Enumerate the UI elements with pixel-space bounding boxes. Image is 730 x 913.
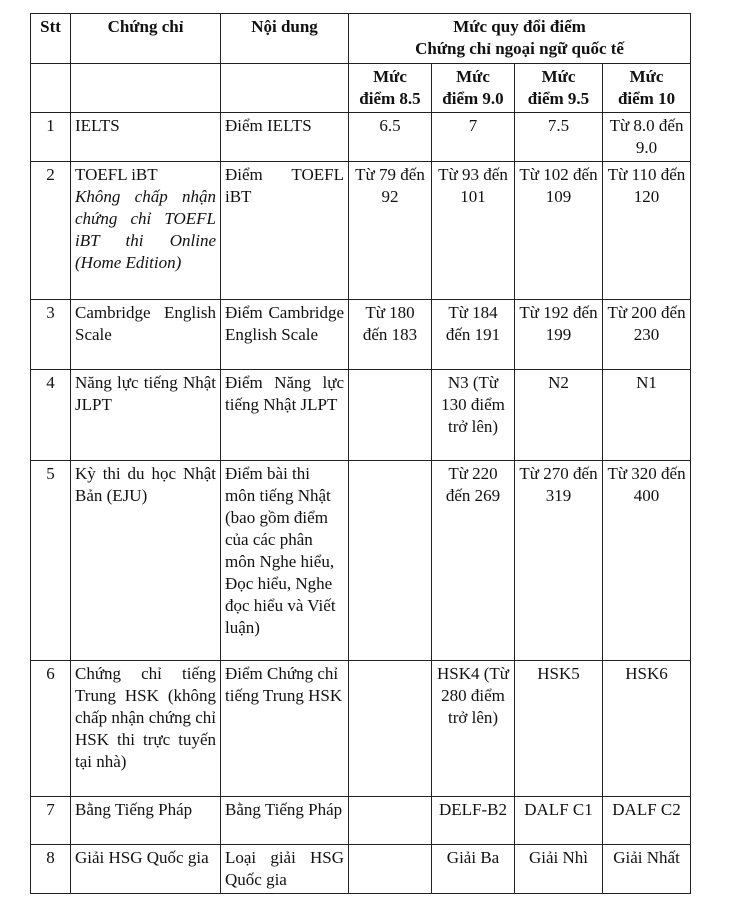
header-row-2 bbox=[31, 64, 691, 113]
row-m90: Từ 184 đến 191 bbox=[432, 300, 515, 370]
row-m10: Từ 8.0 đến 9.0 bbox=[603, 113, 691, 162]
row-m85 bbox=[349, 461, 432, 661]
row-cert: Năng lực tiếng Nhật JLPT bbox=[71, 370, 221, 461]
row-m90: HSK4 (Từ 280 điểm trở lên) bbox=[432, 661, 515, 797]
row-cert: Giải HSG Quốc gia bbox=[71, 845, 221, 894]
table-row bbox=[31, 370, 691, 461]
row-m95: Từ 192 đến 199 bbox=[515, 300, 603, 370]
row-m10: Giải Nhất bbox=[603, 845, 691, 894]
row-stt: 8 bbox=[31, 845, 71, 894]
row-m90: DELF-B2 bbox=[432, 797, 515, 845]
row-content: Điểm Chứng chỉ tiếng Trung HSK bbox=[221, 661, 349, 797]
row-content: Điểm TOEFL iBT bbox=[221, 162, 349, 300]
row-m85: Từ 79 đến 92 bbox=[349, 162, 432, 300]
header-empty-cell bbox=[71, 64, 221, 113]
row-m85 bbox=[349, 370, 432, 461]
row-stt: 5 bbox=[31, 461, 71, 661]
row-m85: Từ 180 đến 183 bbox=[349, 300, 432, 370]
row-stt: 3 bbox=[31, 300, 71, 370]
table-row bbox=[31, 797, 691, 845]
row-m90: 7 bbox=[432, 113, 515, 162]
row-cert bbox=[71, 162, 221, 300]
row-cert: IELTS bbox=[71, 113, 221, 162]
row-content: Điểm IELTS bbox=[221, 113, 349, 162]
header-row-1 bbox=[31, 14, 691, 64]
row-cert: Bằng Tiếng Pháp bbox=[71, 797, 221, 845]
row-content: Bằng Tiếng Pháp bbox=[221, 797, 349, 845]
row-cert: Kỳ thi du học Nhật Bản (EJU) bbox=[71, 461, 221, 661]
row-m90: Từ 220 đến 269 bbox=[432, 461, 515, 661]
row-m95: DALF C1 bbox=[515, 797, 603, 845]
header-empty-cell bbox=[31, 64, 71, 113]
header-group bbox=[349, 14, 691, 64]
row-stt: 2 bbox=[31, 162, 71, 300]
row-m95: N2 bbox=[515, 370, 603, 461]
row-m95: Giải Nhì bbox=[515, 845, 603, 894]
row-stt: 6 bbox=[31, 661, 71, 797]
header-level-10: Mức điểm 10 bbox=[603, 64, 691, 113]
row-stt: 1 bbox=[31, 113, 71, 162]
row-content: Điểm bài thi môn tiếng Nhật (bao gồm điểm của các phân môn Nghe hiểu, Đọc hiểu, Nghe đọc hiểu và Viết luận) bbox=[221, 461, 349, 661]
row-m85: 6.5 bbox=[349, 113, 432, 162]
row-content: Loại giải HSG Quốc gia bbox=[221, 845, 349, 894]
header-group-line2: Chứng chỉ ngoại ngữ quốc tế bbox=[415, 39, 624, 58]
table-row bbox=[31, 661, 691, 797]
row-content: Điểm Năng lực tiếng Nhật JLPT bbox=[221, 370, 349, 461]
row-m10: N1 bbox=[603, 370, 691, 461]
table-row bbox=[31, 113, 691, 162]
row-stt: 7 bbox=[31, 797, 71, 845]
header-stt: Stt bbox=[31, 14, 71, 64]
header-level-95: Mức điểm 9.5 bbox=[515, 64, 603, 113]
header-content: Nội dung bbox=[221, 14, 349, 64]
header-level-90: Mức điểm 9.0 bbox=[432, 64, 515, 113]
row-cert: Chứng chỉ tiếng Trung HSK (không chấp nhận chứng chỉ HSK thi trực tuyến tại nhà) bbox=[71, 661, 221, 797]
table-row bbox=[31, 300, 691, 370]
table-row bbox=[31, 845, 691, 894]
row-m90: Từ 93 đến 101 bbox=[432, 162, 515, 300]
row-m85 bbox=[349, 845, 432, 894]
row-cert: Cambridge English Scale bbox=[71, 300, 221, 370]
row-stt: 4 bbox=[31, 370, 71, 461]
row-m85 bbox=[349, 661, 432, 797]
row-m90: N3 (Từ 130 điểm trở lên) bbox=[432, 370, 515, 461]
row-m10: Từ 200 đến 230 bbox=[603, 300, 691, 370]
header-cert: Chứng chỉ bbox=[71, 14, 221, 64]
row-m85 bbox=[349, 797, 432, 845]
header-empty-cell bbox=[221, 64, 349, 113]
row-m95: HSK5 bbox=[515, 661, 603, 797]
score-conversion-table bbox=[30, 13, 691, 894]
table-row bbox=[31, 461, 691, 661]
row-m10: DALF C2 bbox=[603, 797, 691, 845]
row-m10: HSK6 bbox=[603, 661, 691, 797]
row-m95: Từ 102 đến 109 bbox=[515, 162, 603, 300]
row-cert-name: TOEFL iBT bbox=[75, 165, 158, 184]
header-group-line1: Mức quy đổi điểm bbox=[453, 17, 586, 36]
row-content: Điểm Cambridge English Scale bbox=[221, 300, 349, 370]
document-page bbox=[30, 13, 691, 894]
row-cert-note: Không chấp nhận chứng chỉ TOEFL iBT thi Online (Home Edition) bbox=[75, 187, 216, 272]
row-m10: Từ 110 đến 120 bbox=[603, 162, 691, 300]
header-level-85: Mức điểm 8.5 bbox=[349, 64, 432, 113]
row-m95: Từ 270 đến 319 bbox=[515, 461, 603, 661]
row-m10: Từ 320 đến 400 bbox=[603, 461, 691, 661]
table-row bbox=[31, 162, 691, 300]
row-m95: 7.5 bbox=[515, 113, 603, 162]
row-m90: Giải Ba bbox=[432, 845, 515, 894]
